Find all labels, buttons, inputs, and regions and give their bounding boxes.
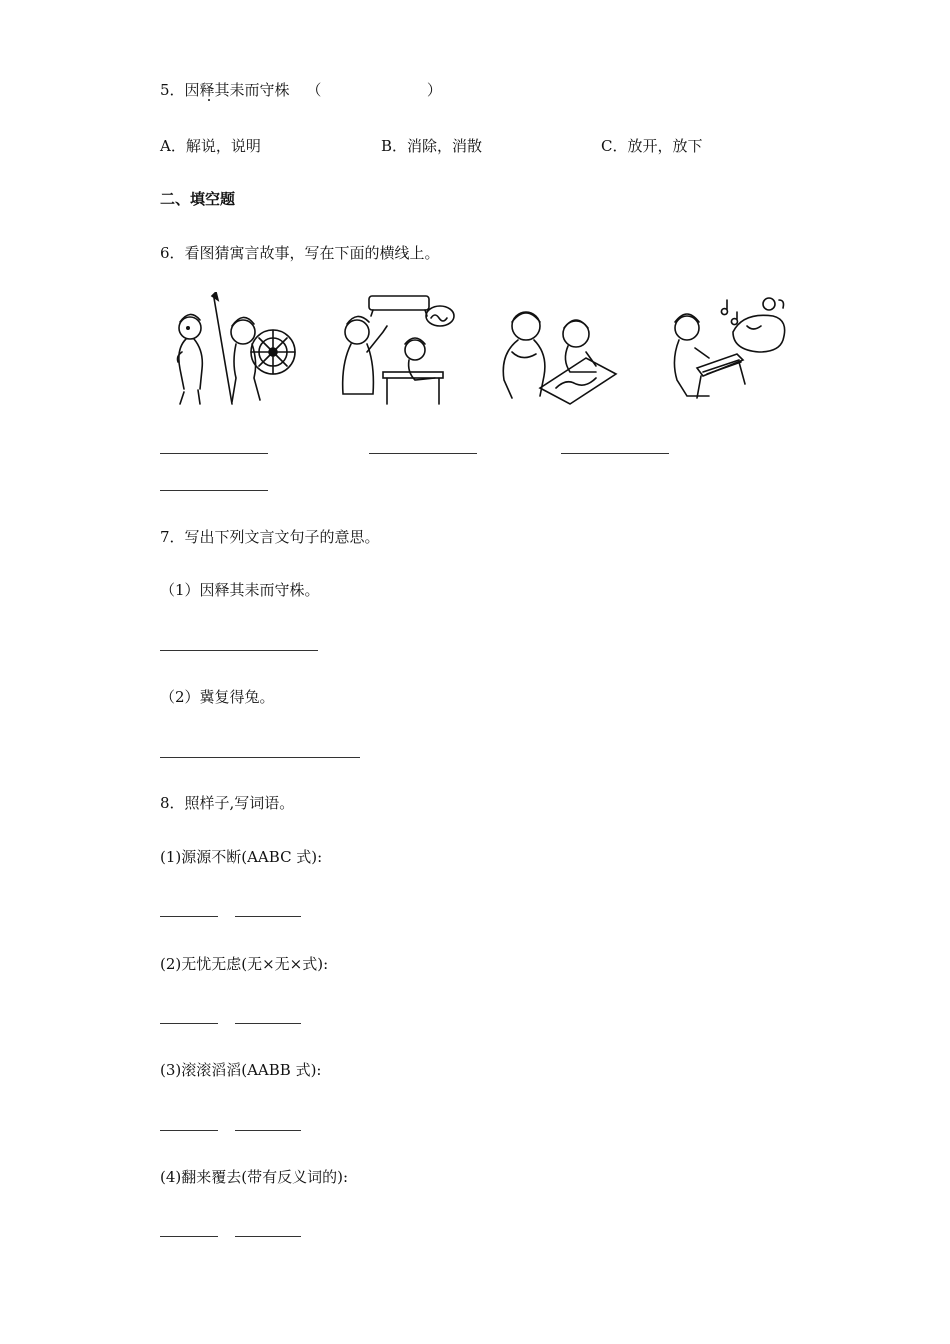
question-5-stem: 5．因释其耒而守株 [160, 81, 290, 99]
answer-blank-q8-4a[interactable] [160, 1236, 218, 1237]
question-7-sub-1: （1）因释其耒而守株。 [160, 581, 320, 599]
question-8-sub-2: (2)无忧无虑(无×无×式): [160, 955, 329, 973]
answer-blank-q8-2b[interactable] [235, 1023, 301, 1024]
answer-blank-4[interactable] [160, 490, 268, 491]
answer-blank-q8-3a[interactable] [160, 1130, 218, 1131]
answer-blank-q8-1a[interactable] [160, 916, 218, 917]
story-picture-4 [661, 292, 796, 407]
answer-blank-q8-3b[interactable] [235, 1130, 301, 1131]
question-8-sub-3: (3)滚滚滔滔(AABB 式): [160, 1061, 322, 1079]
answer-blank-1[interactable] [160, 453, 268, 454]
answer-paren-close: ） [426, 81, 442, 99]
question-8-stem: 8．照样子,写词语。 [160, 794, 295, 812]
question-7-stem: 7．写出下列文言文句子的意思。 [160, 528, 380, 546]
emphasis-dot [208, 99, 210, 101]
answer-blank-2[interactable] [369, 453, 477, 454]
option-c[interactable]: C．放开，放下 [601, 137, 703, 155]
answer-blank-q8-1b[interactable] [235, 916, 301, 917]
question-5 [160, 79, 442, 100]
question-6-stem: 6．看图猜寓言故事，写在下面的横线上。 [160, 244, 440, 262]
answer-blank-3[interactable] [561, 453, 669, 454]
option-b[interactable]: B．消除，消散 [381, 137, 483, 155]
question-8-sub-4: (4)翻来覆去(带有反义词的): [160, 1168, 349, 1186]
question-8-sub-1: (1)源源不断(AABC 式): [160, 848, 323, 866]
section-title: 二、填空题 [160, 190, 236, 208]
answer-blank-q8-2a[interactable] [160, 1023, 218, 1024]
question-7-sub-2: （2）冀复得兔。 [160, 688, 275, 706]
answer-paren-open: （ [306, 81, 322, 99]
answer-blank-q8-4b[interactable] [235, 1236, 301, 1237]
story-picture-2 [333, 292, 468, 407]
answer-blank-q7-2[interactable] [160, 757, 360, 758]
story-picture-3 [496, 292, 631, 407]
option-a[interactable]: A．解说，说明 [160, 137, 261, 155]
answer-blank-q7-1[interactable] [160, 650, 318, 651]
story-picture-1 [168, 292, 303, 407]
